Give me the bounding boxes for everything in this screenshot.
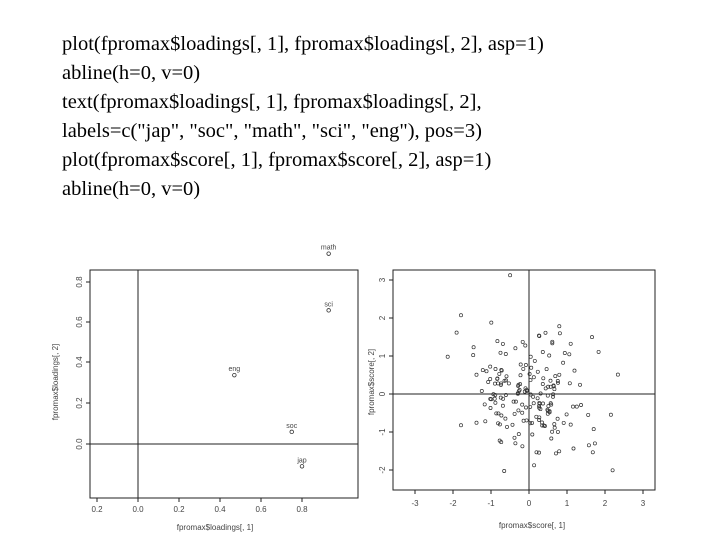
score-point — [489, 365, 492, 368]
loading-point — [327, 309, 331, 313]
score-point — [504, 417, 507, 420]
score-point — [531, 433, 534, 436]
scores-plot-frame — [393, 270, 655, 490]
scores-x-label: fpromax$score[, 1] — [498, 521, 566, 530]
loadings-x-axis — [97, 498, 302, 502]
loadings-x-tick: 0.8 — [296, 505, 308, 514]
score-point — [590, 336, 593, 339]
score-point — [558, 332, 561, 335]
score-point — [558, 325, 561, 328]
loadings-y-label: fpromax$loadings[, 2] — [51, 343, 60, 421]
score-point — [519, 363, 522, 366]
loadings-y-tick: 0.4 — [75, 356, 84, 368]
score-point — [536, 370, 539, 373]
scores-y-tick: -1 — [378, 428, 387, 436]
score-point — [569, 342, 572, 345]
score-point — [556, 430, 559, 433]
score-point — [475, 421, 478, 424]
loading-point-label: eng — [228, 366, 241, 374]
score-point — [501, 342, 504, 345]
loading-point — [327, 252, 331, 256]
score-point — [533, 359, 536, 362]
score-point — [521, 403, 524, 406]
score-point — [572, 447, 575, 450]
scores-x-tick: -1 — [487, 499, 495, 508]
score-point — [517, 409, 520, 412]
score-point — [519, 374, 522, 377]
score-point — [563, 351, 566, 354]
score-point — [571, 405, 574, 408]
scores-x-tick: 1 — [564, 499, 570, 508]
score-point — [541, 402, 544, 405]
score-point — [544, 331, 547, 334]
score-point — [514, 347, 517, 350]
scores-y-tick: 1 — [378, 353, 387, 359]
loadings-y-axis — [86, 282, 90, 444]
score-point — [493, 397, 496, 400]
loadings-x-tick: 0.6 — [255, 505, 267, 514]
scores-y-axis — [389, 280, 393, 470]
score-point — [536, 397, 539, 400]
score-point — [578, 383, 581, 386]
score-point — [558, 450, 561, 453]
code-line: labels=c("jap", "soc", "math", "sci", "eng"), pos=3) — [62, 120, 482, 142]
score-point — [611, 469, 614, 472]
score-point — [513, 436, 516, 439]
code-line: text(fpromax$loadings[, 1], fpromax$loadings[, 2], — [62, 91, 482, 113]
scores-y-tick: 3 — [378, 277, 387, 283]
score-point — [524, 363, 527, 366]
score-point — [562, 361, 565, 364]
score-point — [505, 375, 508, 378]
scores-y-tick: -2 — [378, 466, 387, 474]
score-point — [524, 406, 527, 409]
score-point — [521, 340, 524, 343]
loading-point-label: sci — [324, 301, 333, 309]
score-point — [542, 377, 545, 380]
loadings-y-tick: 0.8 — [75, 276, 84, 288]
code-line: abline(h=0, v=0) — [62, 178, 201, 200]
scores-x-axis — [415, 490, 643, 494]
score-point — [475, 373, 478, 376]
loadings-x-tick: 0.2 — [173, 505, 185, 514]
score-point — [556, 417, 559, 420]
score-point — [545, 368, 548, 371]
score-point — [512, 400, 515, 403]
loadings-x-tick: 0.2 — [91, 505, 103, 514]
code-block — [62, 30, 702, 204]
score-point — [616, 373, 619, 376]
score-point — [501, 404, 504, 407]
score-point — [495, 412, 498, 415]
score-point — [494, 401, 497, 404]
score-point — [472, 346, 475, 349]
score-point — [483, 403, 486, 406]
score-point — [513, 412, 516, 415]
score-point — [503, 469, 506, 472]
score-point — [498, 372, 501, 375]
loadings-plot-frame — [90, 270, 358, 498]
score-point — [593, 442, 596, 445]
loadings-x-label: fpromax$loadings[, 1] — [176, 523, 254, 532]
loadings-points — [229, 245, 337, 468]
loading-point-label: jap — [297, 457, 307, 465]
scores-y-label: fpromax$score[, 2] — [367, 348, 376, 416]
score-point — [493, 382, 496, 385]
score-point — [528, 372, 531, 375]
scores-x-tick: 3 — [640, 499, 646, 508]
scores-x-tick: -2 — [449, 499, 457, 508]
scores-x-tick: 0 — [526, 499, 532, 508]
score-point — [499, 351, 502, 354]
score-point — [521, 411, 524, 414]
score-point — [522, 367, 525, 370]
score-point — [609, 413, 612, 416]
score-point — [569, 423, 572, 426]
score-point — [472, 354, 475, 357]
score-point — [489, 377, 492, 380]
score-point — [568, 353, 571, 356]
code-line: plot(fpromax$score[, 1], fpromax$score[, 2], asp=1) — [62, 149, 492, 171]
score-point — [550, 437, 553, 440]
score-point — [504, 352, 507, 355]
score-point — [529, 355, 532, 358]
score-point — [530, 366, 533, 369]
score-point — [575, 405, 578, 408]
score-point — [489, 406, 492, 409]
score-point — [517, 433, 520, 436]
score-point — [565, 413, 568, 416]
score-point — [487, 380, 490, 383]
score-point — [541, 382, 544, 385]
loadings-plot — [40, 244, 360, 540]
score-point — [544, 387, 547, 390]
score-point — [532, 376, 535, 379]
score-point — [507, 382, 510, 385]
score-point — [521, 445, 524, 448]
score-point — [455, 331, 458, 334]
loading-point-label: math — [320, 244, 337, 252]
score-point — [579, 403, 582, 406]
score-point — [592, 428, 595, 431]
score-point — [568, 382, 571, 385]
score-point — [548, 354, 551, 357]
loadings-y-tick: 0.2 — [75, 397, 84, 409]
score-point — [554, 375, 557, 378]
loading-point-label: soc — [286, 422, 298, 430]
score-point — [459, 314, 462, 317]
score-point — [553, 423, 556, 426]
score-point — [532, 402, 535, 405]
score-point — [573, 369, 576, 372]
score-point — [553, 426, 556, 429]
score-point — [514, 442, 517, 445]
score-point — [587, 444, 590, 447]
score-point — [496, 340, 499, 343]
score-point — [500, 414, 503, 417]
score-point — [485, 370, 488, 373]
score-point — [459, 424, 462, 427]
score-point — [446, 355, 449, 358]
score-point — [481, 369, 484, 372]
score-point — [558, 373, 561, 376]
score-point — [541, 350, 544, 353]
score-point — [562, 421, 565, 424]
code-line: abline(h=0, v=0) — [62, 62, 201, 84]
score-point — [505, 425, 508, 428]
loadings-x-tick: 0.4 — [214, 505, 226, 514]
scores-x-tick: -3 — [411, 499, 419, 508]
scores-plot — [362, 262, 662, 540]
score-point — [490, 321, 493, 324]
score-point — [494, 367, 497, 370]
score-point — [484, 420, 487, 423]
score-point — [554, 452, 557, 455]
score-point — [551, 430, 554, 433]
code-line: plot(fpromax$loadings[, 1], fpromax$loadings[, 2], asp=1) — [62, 33, 544, 55]
scores-y-tick: 2 — [378, 315, 387, 321]
score-point — [509, 274, 512, 277]
score-point — [535, 415, 538, 418]
loadings-x-tick: 0.0 — [132, 505, 144, 514]
loading-point — [233, 373, 237, 377]
loading-point — [300, 464, 304, 468]
score-point — [533, 464, 536, 467]
loadings-y-tick: 0.0 — [75, 438, 84, 450]
score-point — [591, 451, 594, 454]
score-point — [587, 413, 590, 416]
score-point — [480, 389, 483, 392]
loading-point — [290, 430, 294, 434]
scores-x-tick: 2 — [602, 499, 608, 508]
score-point — [511, 423, 514, 426]
score-point — [549, 379, 552, 382]
score-point — [524, 344, 527, 347]
scores-points — [446, 274, 619, 473]
loadings-y-tick: 0.6 — [75, 316, 84, 328]
score-point — [597, 350, 600, 353]
scores-y-tick: 0 — [378, 391, 387, 397]
